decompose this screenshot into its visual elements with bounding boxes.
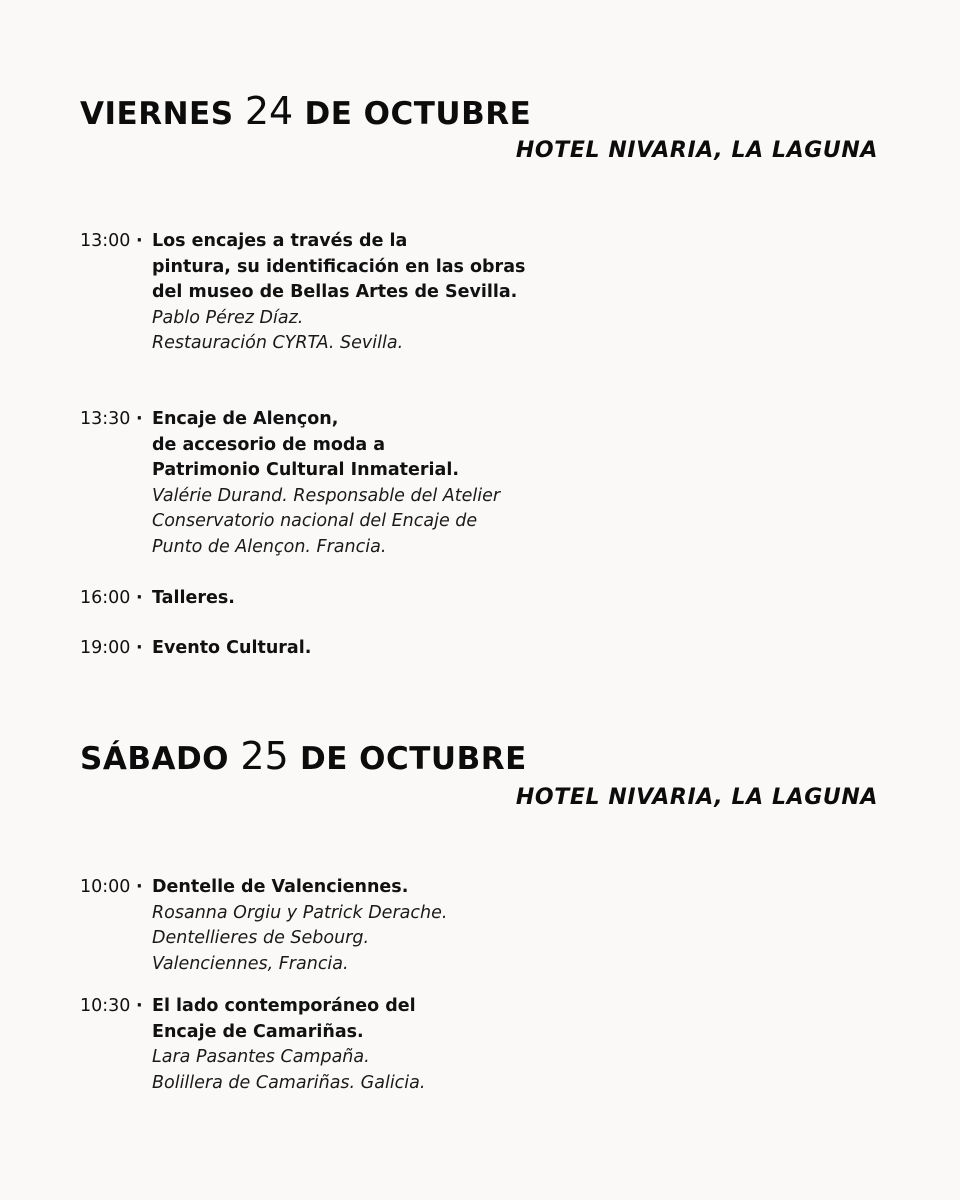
event-time: 13:30 · (80, 409, 143, 429)
event-speaker-line: Rosanna Orgiu y Patrick Derache. (152, 902, 448, 923)
venue-label: HOTEL NIVARIA, LA LAGUNA (515, 785, 878, 810)
event-title-line: Evento Cultural. (152, 638, 312, 658)
schedule-event (80, 229, 640, 357)
event-title-line: Talleres. (152, 588, 235, 608)
event-title-line: El lado contemporáneo del (152, 996, 416, 1016)
day-title-month: DE OCTUBRE (293, 96, 532, 132)
venue-label: HOTEL NIVARIA, LA LAGUNA (515, 138, 878, 163)
event-title-line: Los encajes a través de la (152, 231, 408, 251)
event-speaker-line: Valenciennes, Francia. (152, 953, 349, 974)
event-content (152, 994, 640, 1096)
schedule-event (80, 586, 640, 612)
event-speaker-line: Lara Pasantes Campaña. (152, 1047, 370, 1068)
event-time: 13:00 · (80, 231, 143, 251)
event-time: 10:30 · (80, 996, 143, 1016)
event-title-line: Encaje de Alençon, (152, 409, 339, 429)
event-content (152, 407, 640, 561)
event-content (152, 586, 640, 612)
event-title-line: de accesorio de moda a (152, 434, 386, 455)
day-title (80, 89, 532, 133)
event-speaker-line: Punto de Alençon. Francia. (152, 536, 387, 557)
schedule-event (80, 875, 640, 977)
event-speaker-line: Pablo Pérez Díaz. (152, 307, 304, 328)
event-title-line: Dentelle de Valenciennes. (152, 877, 409, 897)
event-time: 19:00 · (80, 638, 143, 658)
event-speaker-line: Conservatorio nacional del Encaje de (152, 511, 478, 532)
event-speaker-line: Valérie Durand. Responsable del Atelier (152, 485, 501, 506)
event-content (152, 636, 640, 662)
event-title-line: Encaje de Camariñas. (152, 1021, 364, 1042)
schedule-event (80, 994, 640, 1096)
event-content (152, 229, 640, 357)
bullet-separator: · (136, 231, 143, 251)
day-title-number: 24 (244, 89, 294, 133)
event-speaker-line: Bolillera de Camariñas. Galicia. (152, 1072, 426, 1093)
schedule-event (80, 636, 640, 662)
event-content (152, 875, 640, 977)
bullet-separator: · (136, 588, 143, 608)
day-title-weekday: SÁBADO (80, 741, 241, 777)
day-title (80, 734, 527, 778)
day-title-month: DE OCTUBRE (288, 741, 527, 777)
day-title-weekday: VIERNES (80, 96, 245, 132)
bullet-separator: · (136, 877, 143, 897)
bullet-separator: · (136, 409, 143, 429)
day-title-number: 25 (240, 734, 289, 778)
event-title-line: del museo de Bellas Artes de Sevilla. (152, 282, 518, 303)
event-title-line: pintura, su identificación en las obras (152, 256, 526, 277)
event-time: 16:00 · (80, 588, 143, 608)
schedule-event (80, 407, 640, 561)
event-speaker-line: Dentellieres de Sebourg. (152, 928, 370, 949)
event-speaker-line: Restauración CYRTA. Sevilla. (152, 333, 404, 354)
bullet-separator: · (136, 996, 143, 1016)
bullet-separator: · (136, 638, 143, 658)
event-time: 10:00 · (80, 877, 143, 897)
event-title-line: Patrimonio Cultural Inmaterial. (152, 460, 459, 481)
